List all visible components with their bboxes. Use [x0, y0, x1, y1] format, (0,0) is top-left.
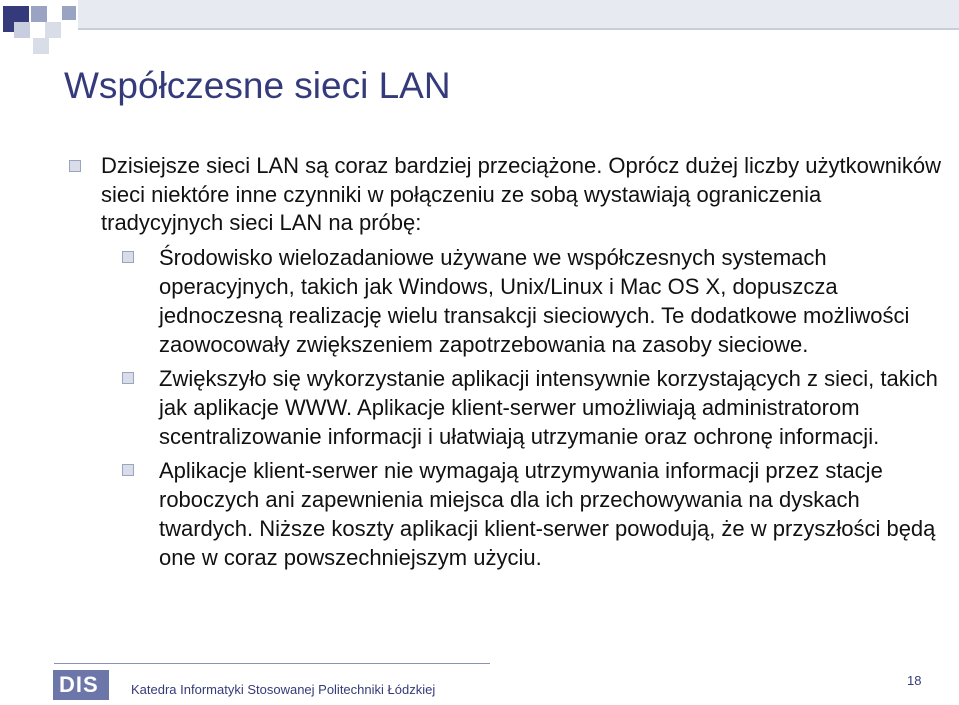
bullet-sub-2-text: Zwiększyło się wykorzystanie aplikacji intensywnie korzystających z sieci, takich jak aplikacje WWW. Aplikacje klient-serwer umożliwiają administratorom scentralizowanie informacji i ułatwiają utrzymanie oraz ochronę informacji. [159, 365, 938, 449]
bullet-sub-2 [64, 364, 944, 451]
footer-divider [54, 663, 490, 664]
bullet-square-icon [122, 464, 135, 477]
bullet-square-icon [122, 251, 135, 264]
dis-logo [53, 670, 109, 700]
bullet-sub-3-text: Aplikacje klient-serwer nie wymagają utrzymywania informacji przez stacje roboczych ani zapewnienia miejsca dla ich przechowywania na dyskach twardych. Niższe koszty aplikacji klient-serwer powodują, że w przyszłości będą one w coraz powszechniejszym użyciu. [159, 457, 936, 570]
header-decoration [0, 0, 959, 60]
logo-text: DIS [59, 672, 99, 697]
bullet-main-text: Dzisiejsze sieci LAN są coraz bardziej przeciążone. Oprócz dużej liczby użytkowników sieci niektóre inne czynniki w połączeniu ze sobą wystawiają ograniczenia tradycyjnych sieci LAN na próbę: [101, 153, 941, 235]
slide-title: Współczesne sieci LAN [64, 65, 451, 106]
bullet-main [64, 152, 944, 238]
slide-body [64, 152, 944, 572]
bullet-sub-3 [64, 456, 944, 572]
bullet-sub-1 [64, 243, 944, 359]
bullet-sub-1-text: Środowisko wielozadaniowe używane we współczesnych systemach operacyjnych, takich jak Windows, Unix/Linux i Mac OS X, dopuszcza jednoczesną realizację wielu transakcji sieciowych. Te dodatkowe możliwości zaowocowały zwiększeniem zapotrzebowania na zasoby sieciowe. [159, 244, 910, 357]
bullet-square-icon [122, 372, 135, 385]
bullet-square-icon [69, 160, 82, 173]
footer-institution: Katedra Informatyki Stosowanej Politechniki Łódzkiej [131, 682, 436, 697]
page-number: 18 [907, 673, 922, 688]
